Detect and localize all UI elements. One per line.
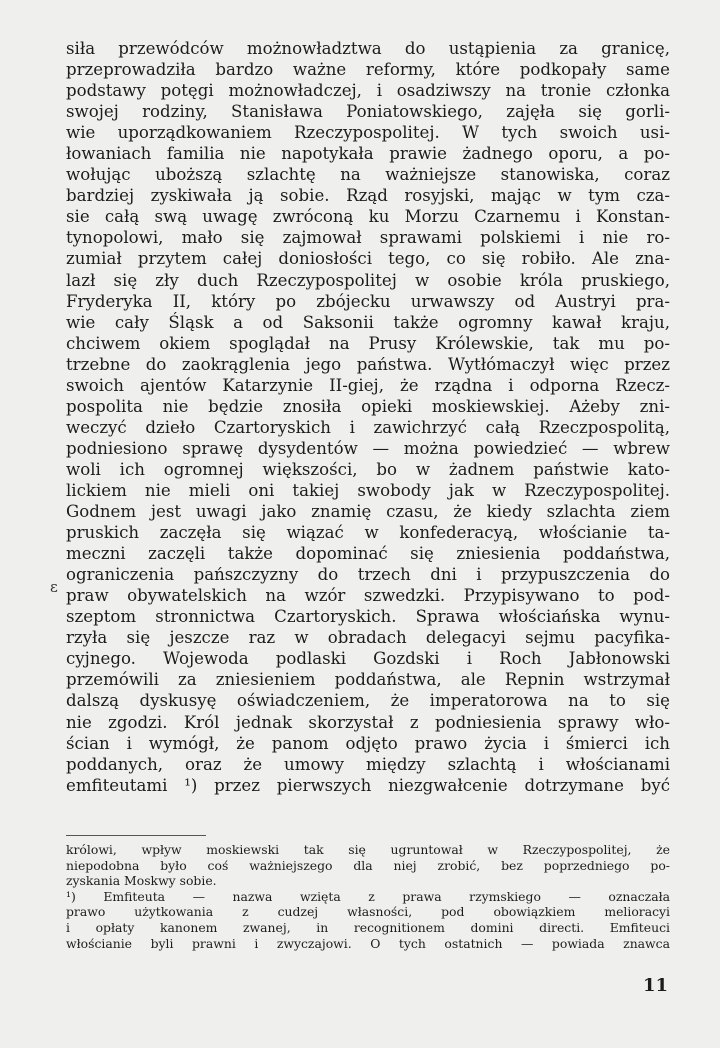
text-line: emfiteutami ¹) przez pierwszych niezgwałcenie dotrzymane być bbox=[66, 775, 670, 795]
page-number: 11 bbox=[642, 975, 668, 996]
text-line: swojej rodziny, Stanisława Poniatowskiego, zajęła się gorli- bbox=[66, 102, 670, 122]
text-line: Godnem jest uwagi jako znamię czasu, że kiedy szlachta ziem bbox=[66, 502, 670, 522]
text-line: weczyć dzieło Czartoryskich i zawichrzyć całą Rzeczpospolitą, bbox=[66, 417, 670, 437]
text-line: bardziej zyskiwała ją sobie. Rząd rosyjski, mając w tym cza- bbox=[66, 186, 670, 206]
text-line: tynopolowi, mało się zajmował sprawami polskiemi i nie ro- bbox=[66, 228, 670, 248]
text-line: praw obywatelskich na wzór szwedzki. Przypisywano to pod- bbox=[66, 586, 670, 606]
text-line: wie cały Śląsk a od Saksonii także ogromny kawał kraju, bbox=[66, 312, 670, 332]
footnote-line: zyskania Moskwy sobie. bbox=[66, 873, 217, 889]
footnote-line: prawo użytkowania z cudzej własności, pod obowiązkiem melioracyi bbox=[66, 904, 670, 920]
text-line: wołując uboższą szlachtę na ważniejsze stanowiska, coraz bbox=[66, 165, 670, 185]
text-line: szeptom stronnictwa Czartoryskich. Sprawa włościańska wynu- bbox=[66, 607, 670, 627]
text-line: swoich ajentów Katarzynie II-giej, że rządna i odporna Rzecz- bbox=[66, 375, 670, 395]
text-line: cyjnego. Wojewoda podlaski Gozdski i Roch Jabłonowski bbox=[66, 649, 670, 669]
footnote-line: niepodobna było coś ważniejszego dla niej zrobić, bez poprzedniego po- bbox=[66, 857, 670, 873]
text-line: trzebne do zaokrąglenia jego państwa. Wytłómaczył więc przez bbox=[66, 354, 670, 374]
text-line: łowaniach familia nie napotykała prawie żadnego oporu, a po- bbox=[66, 144, 670, 164]
text-line: lazł się zły duch Rzeczypospolitej w osobie króla pruskiego, bbox=[66, 270, 670, 290]
text-line: woli ich ogromnej większości, bo w żadnem państwie kato- bbox=[66, 459, 670, 479]
main-text bbox=[66, 38, 670, 796]
text-line: podniesiono sprawę dysydentów — można powiedzieć — wbrew bbox=[66, 438, 670, 458]
footnotes bbox=[66, 842, 670, 951]
text-line: podstawy potęgi możnowładczej, i osadziwszy na tronie członka bbox=[66, 81, 670, 101]
text-line: wie uporządkowaniem Rzeczypospolitej. W tych swoich usi- bbox=[66, 123, 670, 143]
text-line: przeprowadziła bardzo ważne reformy, które podkopały same bbox=[66, 60, 670, 80]
footnote-line: ¹) Emfiteuta — nazwa wzięta z prawa rzymskiego — oznaczała bbox=[66, 888, 670, 904]
text-line: poddanych, oraz że umowy między szlachtą i włościanami bbox=[66, 754, 670, 774]
text-line: dalszą dyskusyę oświadczeniem, że imperatorowa na to się bbox=[66, 691, 670, 711]
text-line: pospolita nie będzie znosiła opieki moskiewskiej. Ażeby zni- bbox=[66, 396, 670, 416]
text-line: Fryderyka II, który po zbójecku urwawszy od Austryi pra- bbox=[66, 291, 670, 311]
margin-mark: ɛ bbox=[50, 578, 58, 596]
footnote-line: włościanie byli prawni i zwyczajowi. O tych ostatnich — powiada znawca bbox=[66, 935, 670, 951]
text-line: przemówili za zniesieniem poddaństwa, ale Repnin wstrzymał bbox=[66, 670, 670, 690]
text-line: zumiał przytem całej doniosłości tego, co się robiło. Ale zna- bbox=[66, 249, 670, 269]
text-line: meczni zaczęli także dopominać się zniesienia poddaństwa, bbox=[66, 544, 670, 564]
text-line: ścian i wymógł, że panom odjęto prawo życia i śmierci ich bbox=[66, 733, 670, 753]
text-line: rzyła się jeszcze raz w obradach delegacyi sejmu pacyfika- bbox=[66, 628, 670, 648]
footnote-line: i opłaty kanonem zwanej, in recognitionem domini directi. Emfiteuci bbox=[66, 919, 670, 935]
footnote-line: królowi, wpływ moskiewski tak się ugruntował w Rzeczypospolitej, że bbox=[66, 842, 670, 857]
text-line: siła przewódców możnowładztwa do ustąpienia za granicę, bbox=[66, 39, 670, 58]
text-line: sie całą swą uwagę zwróconą ku Morzu Czarnemu i Konstan- bbox=[66, 207, 670, 227]
text-line: pruskich zaczęła się wiązać w konfederacyą, włościanie ta- bbox=[66, 523, 670, 543]
text-line: lickiem nie mieli oni takiej swobody jak w Rzeczypospolitej. bbox=[66, 480, 670, 500]
text-line: ograniczenia pańszczyzny do trzech dni i przypuszczenia do bbox=[66, 565, 670, 585]
text-line: nie zgodzi. Król jednak skorzystał z podniesienia sprawy wło- bbox=[66, 712, 670, 732]
text-line: chciwem okiem spoglądał na Prusy Królewskie, tak mu po- bbox=[66, 333, 670, 353]
footnote-separator bbox=[66, 835, 206, 836]
